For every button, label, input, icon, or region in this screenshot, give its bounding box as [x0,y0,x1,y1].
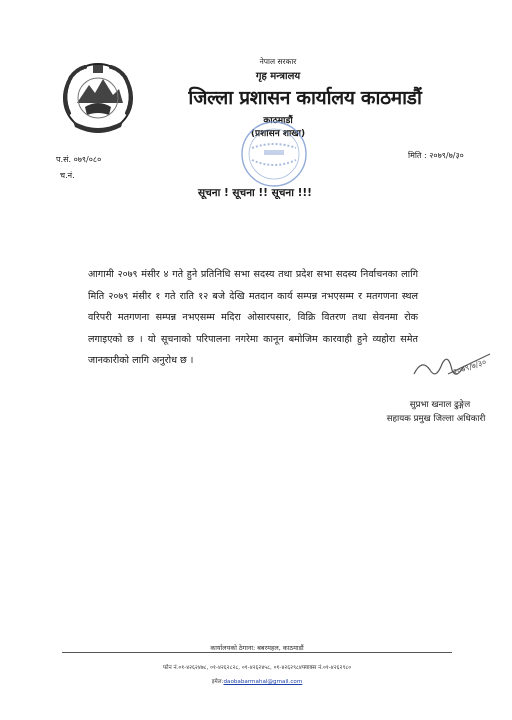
reference-number: प.सं. ०७९/०८० [56,155,102,164]
footer-address: कार्यालयको ठेगाना: बबरमहल, काठमाडौं [210,644,304,652]
footer-email-line [62,677,452,685]
footer-phone: फोन नं.०१-४२६२४७८, ०१-४२६२८२८, ०१-४२६२४५८, ०१-४२६२९८४फ्याक्स नं.०१-४२६२९८० [162,665,352,671]
svg-text:२०७९/७/३०: २०७९/७/३० [451,357,488,377]
office-branch: (प्रशासन शाखा) [250,129,306,139]
letter-date: मिति : २०७९/७/३० [408,151,464,160]
official-stamp [238,118,310,190]
nepal-government-emblem [55,55,141,141]
notice-heading: सूचना ! सूचना !! सूचना !!! [198,187,312,199]
footer-email-label: इमेल: [211,679,224,685]
footer-divider [62,652,452,653]
handwritten-signature [408,340,498,384]
office-city: काठमाडौं [263,116,293,126]
government-name: नेपाल सरकार [259,57,297,66]
office-title: जिल्ला प्रशासन कार्यालय काठमाडौं [188,87,422,109]
footer-email-link[interactable]: daobabarmahal@gmail.com [223,679,303,685]
signatory-title: सहायक प्रमुख जिल्ला अधिकारी [386,414,486,424]
signatory-name: सुप्रभा खनाल ढुङ्गेल [409,400,471,410]
ministry-name: गृह मन्त्रालय [255,71,301,82]
dispatch-number: च.नं. [60,171,75,180]
notice-body: आगामी २०७९ मंसीर ४ गते हुने प्रतिनिधि सभा सदस्य तथा प्रदेश सभा सदस्य निर्वाचनका लागि मिति २०७९ मंसीर १ गते राति १२ बजे देखि मतदान कार्य सम्पन्न नभएसम्म र मतगणना स्थल वरिपरी मतगणना सम्पन्न नभएसम्म मदिरा ओसारपसार, विक्रि वितरण तथा सेवनमा रोक लगाइएको छ । यो सूचनाको परिपालना नगरेमा कानून बमोजिम कारवाही हुने व्यहोरा समेत जानकारीको लागि अनुरोध छ । [88,269,418,366]
